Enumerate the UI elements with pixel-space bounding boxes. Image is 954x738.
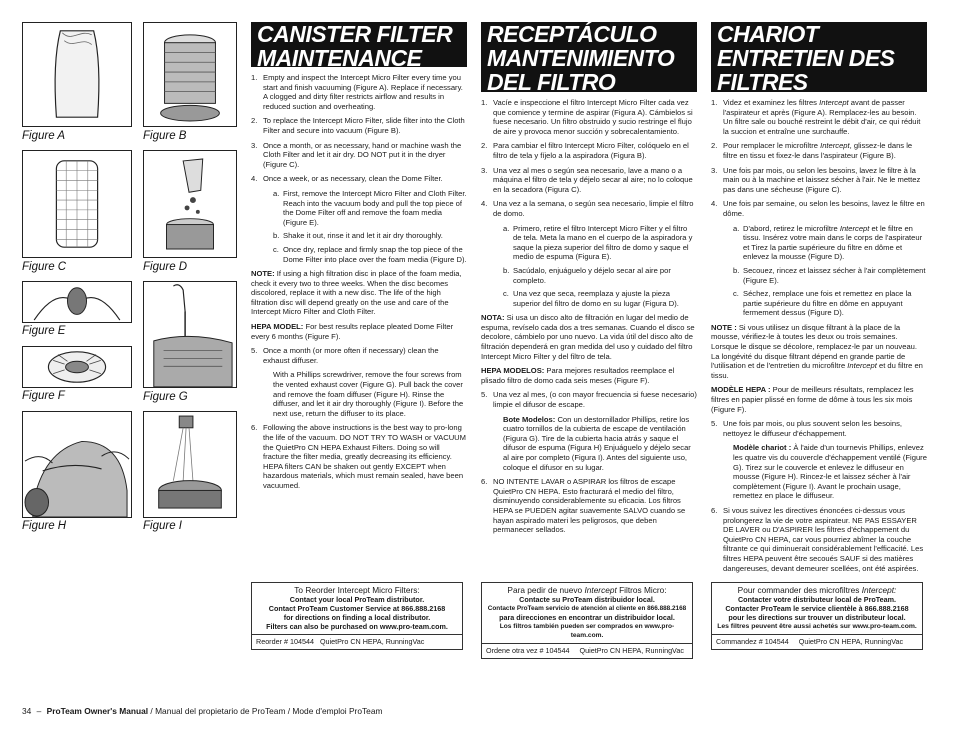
spanish-step-5: 5. Una vez al mes, (o con mayor frecuencia si fuese necesario) limpie el difusor de escape. (481, 390, 697, 410)
english-step-4b: b. Shake it out, rinse it and let it air dry thoroughly. (273, 231, 443, 241)
figure-e-label: Figure E (22, 325, 66, 337)
french-step-4: 4. Une fois par semaine, ou selon les besoins, lavez le filtre en dôme. a. D'abord, retirez le microfiltre Intercept et le filtre en tissu. Insérez votre main dans le corps de l'aspirateur et Tirez la partie supérieure du filtre en dôme et enlevez la mousse (Figure D). b. Secouez, rincez et laissez sécher à l'air complètement (Figure E). c. Séchez, remplace une fois et remettez en place la partie supérieure du filtre en dôme en appuyant fermement dessus (Figure D). (711, 199, 926, 318)
spanish-step-2: 2. Para cambiar el filtro Intercept Micro Filter, colóquelo en el filtro de tela y fíjelo a la aspiradora (Figura B). (481, 141, 689, 160)
english-step-2: 2. To replace the Intercept Micro Filter, slide filter into the Cloth Filter and secure into vacuum (Figure B). (251, 116, 465, 135)
spanish-instructions (481, 98, 697, 535)
french-reorder-box: Pour commander des microfiltres Intercept: Contacter votre distributeur local de ProTeam. Contacter ProTeam le service clientèle à 866.888.2168 pour les directions sur trouver un distributeur local. Les filtres peuvent être aussi achetés sur www.pro-team.com. Commandez # 104544 QuietPro CN HEPA, RunningVac (711, 582, 923, 650)
french-reorder-number: Commandez # 104544 QuietPro CN HEPA, RunningVac (712, 634, 922, 649)
figure-i-label: Figure I (143, 520, 182, 532)
french-step-4c: c. Séchez, remplace une fois et remettez en place la partie supérieure du filtre en dôme en appuyant fermement dessus (Figure D). (733, 289, 912, 318)
figure-f-image (22, 346, 132, 388)
figure-c-image (22, 150, 132, 258)
english-step-6: 6. Following the above instructions is the best way to pro-long the life of the vacuum. DO NOT TRY TO WASH or VACUUM the QuietPro CN HEPA Exhaust Filters. Doing so will fracture the filter media, greatly decreasing its efficiency. HEPA filters CAN be shaken out gently EXCEPT when hazardous materials, which must remain sealed, have been vacuumed. (251, 423, 466, 490)
french-step-6: 6. Si vous suivez les directives énoncées ci-dessus vous prolongerez la vie de votre aspirateur. NE PAS ESSAYER DE LAVER ou D'ASPIRER les filtres d'échappement du QuietPro CN HEPA, car vous pourriez abîmer la couche filtrante ce qui diminuerait considérablement l'efficacité. Les filtres HEPA peuvent être secoués SAUF si des matières dangereuses, devant demeurer scellées, ont été aspirées. (711, 505, 924, 573)
figure-i-image (143, 411, 237, 518)
figure-a-image (22, 22, 132, 127)
french-step-5: 5. Une fois par mois, ou plus souvent selon les besoins, nettoyez le diffuseur d'échappement. (711, 419, 902, 438)
french-hepa-model: MODÈLE HEPA : Pour de meilleurs résultats, remplacez les filtres en papier plissé en forme de dôme à tous les six mois (Figure F). (711, 385, 914, 414)
english-reorder-title: To Reorder Intercept Micro Filters: (294, 585, 420, 595)
figure-d-image (143, 150, 237, 258)
english-step-3: 3. Once a month, or as necessary, hand or machine wash the Cloth Filter and let it air dry. DO NOT put it in the dryer (Figure C). (251, 140, 462, 169)
figure-d-label: Figure D (143, 261, 188, 273)
figure-a-label: Figure A (22, 130, 66, 142)
french-step-1: 1. Videz et examinez les filtres Intercept avant de passer l'aspirateur et après (Figure A). Remplacez-les au besoin. Un filtre sale ou bouché restreint le débit d'air, ce qui réduit la succion et entraîne une surchauffe. (711, 98, 921, 136)
english-step-4a: a. First, remove the Intercept Micro Filter and Cloth Filter. Reach into the vacuum body and pull the top piece of the Dome Filter off and remove the foam media (Figure E). (273, 188, 467, 227)
figure-h-label: Figure H (22, 520, 67, 532)
spanish-column (481, 22, 697, 540)
spanish-reorder-box: Para pedir de nuevo Intercept Filtros Micro: Contacte su ProTeam distribuidor local. Contacte ProTeam servicio de atención al cliente en 866.888.2168 para direcciones en encontrar un distribuidor local. Los filtros también pueden ser comprados en www.pro-team.com. Ordene otra vez # 104544 QuietPro CN HEPA, RunningVac (481, 582, 693, 659)
manual-title: ProTeam Owner's Manual (46, 706, 149, 716)
spanish-step-3: 3. Una vez al mes o según sea necesario, lave a mano o a máquina el filtro de tela y déjelo secar al aire; no lo coloque en la secadora (Figura C). (481, 165, 693, 194)
spanish-note: NOTA: Si usa un disco alto de filtración en lugar del medio de espuma, revíselo cada dos a tres semanas. Cuando el disco se decolore, cámbielo por uno nuevo. La vida útil del disco alto de filtración dependerá en gran medida del uso y cuidado del filtro Intercept Micro Filter y del filtro de tela. (481, 313, 695, 361)
figure-b-label: Figure B (143, 130, 187, 142)
english-step-4c: c. Once dry, replace and firmly snap the top piece of the Dome Filter into place over the foam media (Figure D). (273, 244, 467, 264)
french-step-4b: b. Secouez, rincez et laissez sécher à l'air complètement (Figure E). (733, 265, 926, 285)
english-column (251, 22, 467, 496)
spanish-step-4b: b. Sacúdalo, enjuáguelo y déjelo secar al aire por completo. (503, 265, 671, 285)
english-hepa-model: HEPA MODEL: For best results replace pleated Dome Filter every 6 months (Figure F). (251, 322, 454, 341)
spanish-step-6: 6. NO INTENTE LAVAR o ASPIRAR los filtros de escape QuietPro CN HEPA. Esto fracturará el medio del filtro, disminuyendo considerablemente su eficacia. Los filtros HEPA se PUEDEN agitar suavemente SALVO cuando se hayan aspirado materi les peligrosos, que deben permanecer sellados. (481, 477, 686, 535)
spanish-step-1: 1. Vacíe e inspeccione el filtro Intercept Micro Filter cada vez que comience y termine de aspirar (Figura A). Cámbielos si fuese necesario. Un filtro obstruido y sucio restringe el flujo de aire y provoca menor succión y sobrecalentamiento. (481, 98, 693, 136)
french-step-4a: a. D'abord, retirez le microfiltre Intercept et le filtre en tissu. Insérez votre main dans le corps de l'aspirateur et Tirez la partie supérieure du filtre en dôme et enlevez la mousse (Figure D). (733, 223, 923, 262)
english-reorder-box: To Reorder Intercept Micro Filters: Contact your local ProTeam distributor. Contact ProTeam Customer Service at 866.888.2168 for directions on finding a local distributor. Filters can also be purchased on www.pro-team.com. Reorder # 104544 QuietPro CN HEPA, RunningVac (251, 582, 463, 650)
french-step-2: 2. Pour remplacer le microfiltre Intercept, glissez-le dans le filtre en tissu et fixez-le dans l'aspirateur (Figure B). (711, 141, 913, 160)
spanish-step-4a: a. Primero, retire el filtro Intercept Micro Filter y el filtro de tela. Meta la mano en el cuerpo de la aspiradora y saque la pieza superior del filtro de domo y saque el medio de espuma (Figura E). (503, 223, 693, 262)
french-step-5-detail: Modèle chariot : À l'aide d'un tournevis Phillips, enlevez les quatre vis du couvercle d'échappement ventilé (Figure G). Tirez sur le couvercle et enlevez le diffuseur en mousse (Figure H). Rincez-le et laissez sécher à l'air complètement (Figure I). Avant le prochain usage, remettez en place le diffuseur. (733, 443, 927, 501)
spanish-reorder-number: Ordene otra vez # 104544 QuietPro CN HEPA, RunningVac (482, 643, 692, 658)
page-footer: 34 – ProTeam Owner's Manual / Manual del propietario de ProTeam / Mode d'emploi ProTeam (22, 706, 383, 716)
english-step-5-detail: With a Phillips screwdriver, remove the four screws from the vented exhaust cover (Figure G). Pull back the cover and remove the foam diffuser (Figure H). Rinse the diffuser, and let it air dry thoroughly (Figure I). Before the next use, return the diffuser to its place. (273, 370, 464, 418)
spanish-reorder-title: Para pedir de nuevo Intercept Filtros Micro: (507, 585, 667, 595)
spanish-title: RECEPTÁCULO MANTENIMIENTO DEL FILTRO (481, 22, 697, 92)
spanish-step-4c: c. Una vez que seca, reemplaza y ajuste la pieza superior del filtro de domo en su lugar (Figura D). (503, 289, 679, 308)
english-note: NOTE: If using a high filtration disc in place of the foam media, check it every two to three weeks. When the disc becomes discolored, replace it with a new disc. The life of the high filtration disc will depend greatly on the use and care of the Intercept Micro Filter and Cloth Filter. (251, 269, 462, 317)
french-reorder-title: Pour commander des microfiltres Intercept: (737, 585, 897, 595)
french-note: NOTE : Si vous utilisez un disque filtrant à la place de la mousse, vérifiez-le à toutes les deux ou trois semaines. Lorsque le disque se décolore, remplacez-le par un nouveau. La longévité du disque filtrant dépend en grande partie de l'utilisation et de l'entretien du microfiltre Intercept et du filtre en tissu. (711, 322, 923, 380)
french-instructions (711, 98, 927, 573)
english-step-5: 5. Once a month (or more often if necessary) clean the exhaust diffuser. (251, 346, 439, 365)
english-instructions (251, 73, 467, 491)
spanish-step-4: 4. Una vez a la semana, o según sea necesario, limpie el filtro de domo. a. Primero, retire el filtro Intercept Micro Filter y el filtro de tela. Meta la mano en el cuerpo de la aspiradora y saque la pieza superior del filtro de domo y saque el medio de espuma (Figura E). b. Sacúdalo, enjuáguelo y déjelo secar al aire por completo. c. Una vez que seca, reemplaza y ajuste la pieza superior del filtro de domo en su lugar (Figura D). (481, 199, 697, 308)
english-step-4: 4. Once a week, or as necessary, clean the Dome Filter. a. First, remove the Intercept Micro Filter and Cloth Filter. Reach into the vacuum body and pull the top piece of the Dome Filter off and remove the foam media (Figure E). b. Shake it out, rinse it and let it air dry thoroughly. c. Once dry, replace and firmly snap the top piece of the Dome Filter into place over the foam media (Figure D). (251, 174, 467, 264)
spanish-hepa-model: HEPA MODELOS: Para mejores resultados reemplace el plisado filtro de domo cada seis meses (Figure F). (481, 366, 675, 385)
english-step-1: 1. Empty and inspect the Intercept Micro Filter every time you start and finish vacuuming (Figure A). Replace if necessary. A clogged and dirty filter restricts airflow and results in reduced suction and overheating. (251, 73, 463, 111)
figure-e-image (22, 281, 132, 323)
figure-g-label: Figure G (143, 391, 188, 403)
english-reorder-number: Reorder # 104544 QuietPro CN HEPA, RunningVac (252, 634, 462, 649)
french-column (711, 22, 927, 578)
figure-f-label: Figure F (22, 390, 65, 402)
spanish-step-5-detail: Bote Modelos: Con un destornillador Phillips, retire los cuatro tornillos de la cubierta de escape de ventilación (Figura G). Tire de la cubierta hacia atrás y saque el difusor de espuma (Figura H) Enjuáguelo y déjelo secar al aire por completo (Figura I). Antes del siguiente uso, coloque el difusor en su lugar. (503, 414, 691, 472)
french-title: CHARIOT ENTRETIEN DES FILTRES (711, 22, 927, 92)
page-number: 34 (22, 706, 32, 716)
figure-g-image (143, 281, 237, 388)
figure-b-image (143, 22, 237, 127)
english-title: CANISTER FILTER MAINTENANCE (251, 22, 467, 67)
figure-c-label: Figure C (22, 261, 67, 273)
figure-h-image (22, 411, 132, 518)
french-step-3: 3. Une fois par mois, ou selon les besoins, lavez le filtre à la main ou à la machine et laissez sécher à l'air. Ne le mettez pas dans une sécheuse (Figure C). (711, 165, 921, 194)
